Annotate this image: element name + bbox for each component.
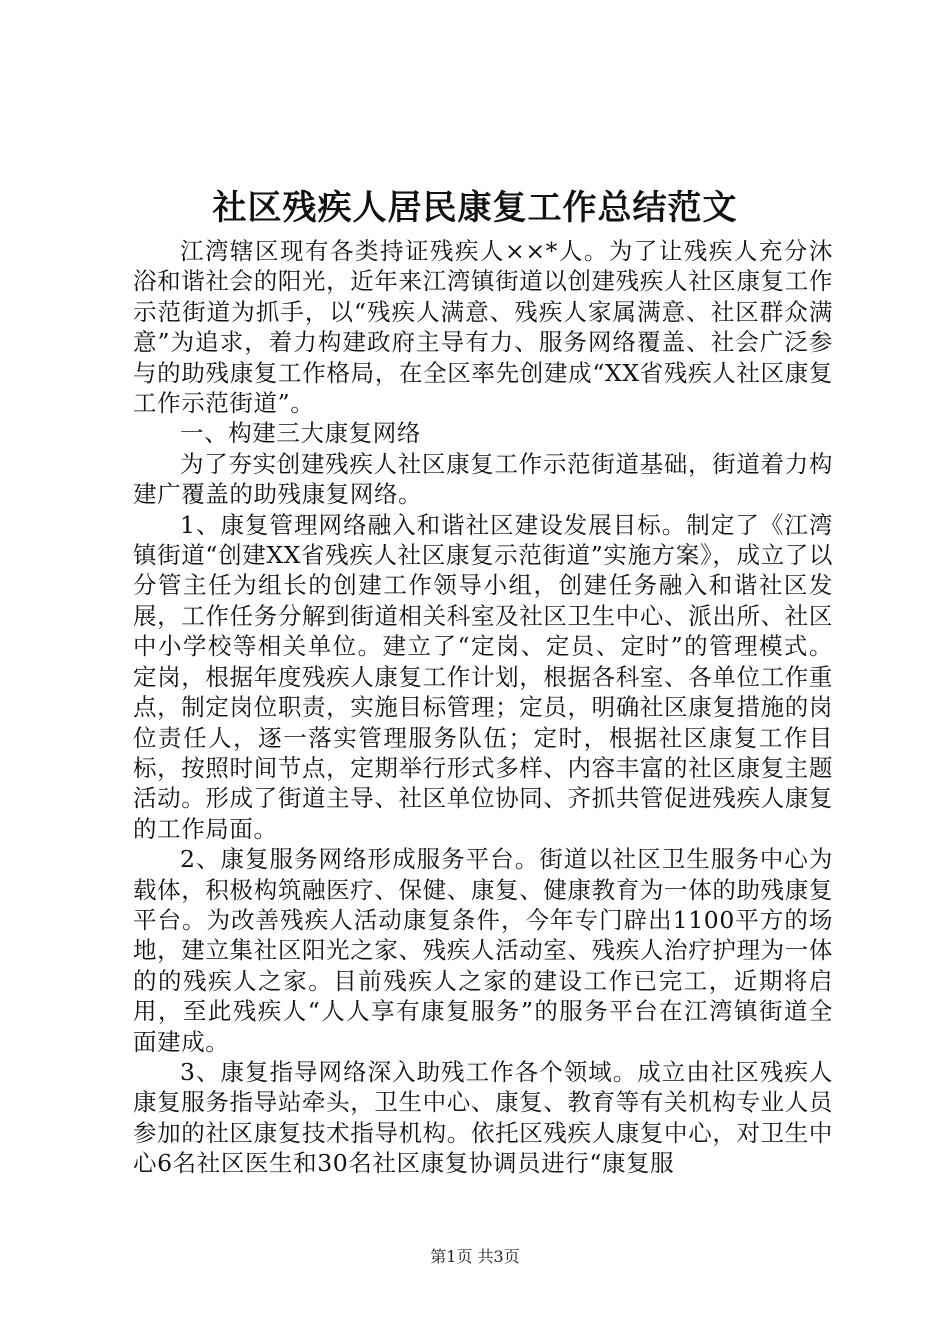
- paragraph-item-2: 2、康复服务网络形成服务平台。街道以社区卫生服务中心为载体，积极构筑融医疗、保健、康复、健康教育为一体的助残康复平台。为改善残疾人活动康复条件，今年专门辟出1100平方的场地，建立集社区阳光之家、残疾人活动室、残疾人治疗护理为一体的的残疾人之家。目前残疾人之家的建设工作已完工，近期将启用，至此残疾人“人人享有康复服务”的服务平台在江湾镇街道全面建成。: [133, 845, 833, 1056]
- paragraph-item-1: 1、康复管理网络融入和谐社区建设发展目标。制定了《江湾镇街道“创建XX省残疾人社区康复示范街道”实施方案》，成立了以分管主任为组长的创建工作领导小组，创建任务融入和谐社区发展，工作任务分解到街道相关科室及社区卫生中心、派出所、社区中小学校等相关单位。建立了“定岗、定员、定时”的管理模式。定岗，根据年度残疾人康复工作计划，根据各科室、各单位工作重点，制定岗位职责，实施目标管理；定员，明确社区康复措施的岗位责任人，逐一落实管理服务队伍；定时，根据社区康复工作目标，按照时间节点，定期举行形式多样、内容丰富的社区康复主题活动。形成了街道主导、社区单位协同、齐抓共管促进残疾人康复的工作局面。: [133, 510, 833, 843]
- page-footer: 第1页 共3页: [430, 1247, 520, 1266]
- paragraph-intro: 江湾辖区现有各类持证残疾人××*人。为了让残疾人充分沐浴和谐社会的阳光，近年来江湾镇街道以创建残疾人社区康复工作示范街道为抓手，以“残疾人满意、残疾人家属满意、社区群众满意”为追求，着力构建政府主导有力、服务网络覆盖、社会广泛参与的助残康复工作格局，在全区率先创建成“XX省残疾人社区康复工作示范街道”。: [133, 237, 833, 418]
- document-title: 社区残疾人居民康复工作总结范文: [212, 188, 738, 228]
- paragraph-section-intro: 为了夯实创建残疾人社区康复工作示范街道基础，街道着力构建广覆盖的助残康复网络。: [133, 449, 833, 509]
- document-body: [133, 236, 833, 1179]
- section-heading-1: 一、构建三大康复网络: [180, 419, 421, 448]
- paragraph-item-3: 3、康复指导网络深入助残工作各个领域。成立由社区残疾人康复服务指导站牵头，卫生中心、康复、教育等有关机构专业人员参加的社区康复技术指导机构。依托区残疾人康复中心，对卫生中心6名社区医生和30名社区康复协调员进行“康复服: [133, 1057, 833, 1178]
